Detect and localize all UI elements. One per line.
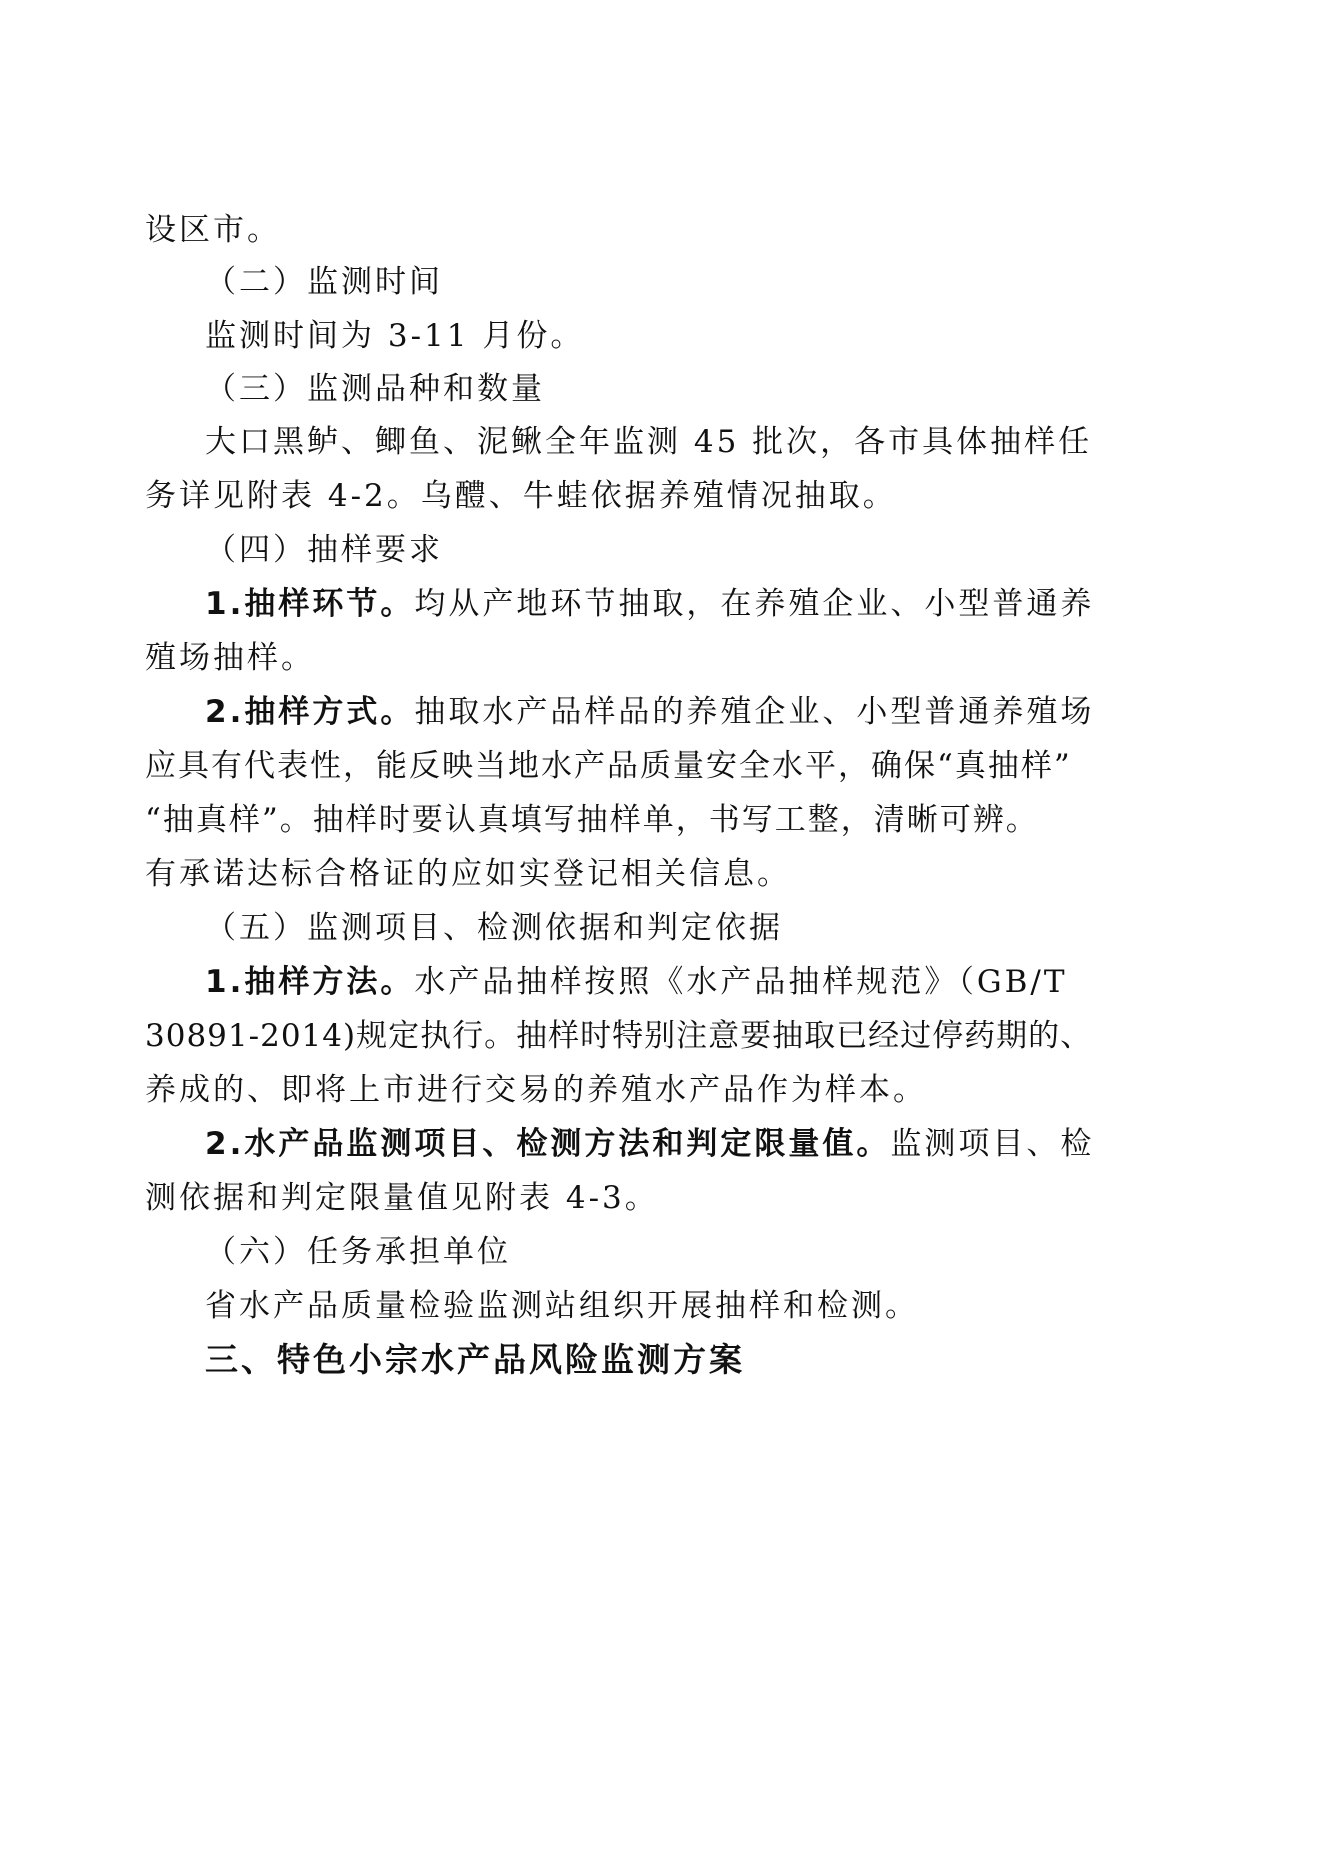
section-heading: （五）监测项目、检测依据和判定依据 <box>205 910 783 946</box>
chapter-heading: 三、特色小宗水产品风险监测方案 <box>205 1340 745 1379</box>
paragraph-line: 养成的、即将上市进行交易的养殖水产品作为样本。 <box>145 1072 927 1108</box>
paragraph-text: 监测项目、检 <box>890 1126 1095 1162</box>
paragraph-line: 测依据和判定限量值见附表 4-3。 <box>145 1180 659 1216</box>
paragraph-line <box>205 584 1094 624</box>
paragraph-line: 殖场抽样。 <box>145 640 315 676</box>
section-heading: （三）监测品种和数量 <box>205 371 545 407</box>
paragraph-line <box>205 1124 1094 1164</box>
section-heading: （二）监测时间 <box>205 264 443 300</box>
paragraph-line <box>205 692 1094 732</box>
paragraph-line: 设区市。 <box>145 212 281 248</box>
paragraph-text: 均从产地环节抽取，在养殖企业、小型普通养 <box>414 586 1095 622</box>
paragraph-line: 省水产品质量检验监测站组织开展抽样和检测。 <box>205 1288 919 1324</box>
paragraph-line: 有承诺达标合格证的应如实登记相关信息。 <box>145 856 791 892</box>
paragraph-line: “抽真样”。抽样时要认真填写抽样单，书写工整，清晰可辨。 <box>145 802 1039 838</box>
bold-lead: 1.抽样环节。 <box>205 586 415 622</box>
paragraph-line: 监测时间为 3-11 月份。 <box>205 318 585 354</box>
section-heading: （六）任务承担单位 <box>205 1234 511 1270</box>
paragraph-line: 30891-2014)规定执行。抽样时特别注意要抽取已经过停药期的、 <box>145 1018 1093 1054</box>
paragraph-line <box>205 962 1068 1002</box>
paragraph-line: 务详见附表 4-2。乌醴、牛蛙依据养殖情况抽取。 <box>145 478 897 514</box>
bold-lead: 2.抽样方式。 <box>205 694 415 730</box>
bold-lead: 1.抽样方法。 <box>205 964 415 1000</box>
paragraph-text: 抽取水产品样品的养殖企业、小型普通养殖场 <box>414 694 1095 730</box>
bold-lead: 2.水产品监测项目、检测方法和判定限量值。 <box>205 1126 891 1162</box>
paragraph-line: 大口黑鲈、鲫鱼、泥鳅全年监测 45 批次，各市具体抽样任 <box>205 424 1093 460</box>
paragraph-text: 水产品抽样按照《水产品抽样规范》（GB/T <box>414 964 1068 1000</box>
paragraph-line: 应具有代表性，能反映当地水产品质量安全水平，确保“真抽样” <box>145 748 1072 784</box>
section-heading: （四）抽样要求 <box>205 532 443 568</box>
